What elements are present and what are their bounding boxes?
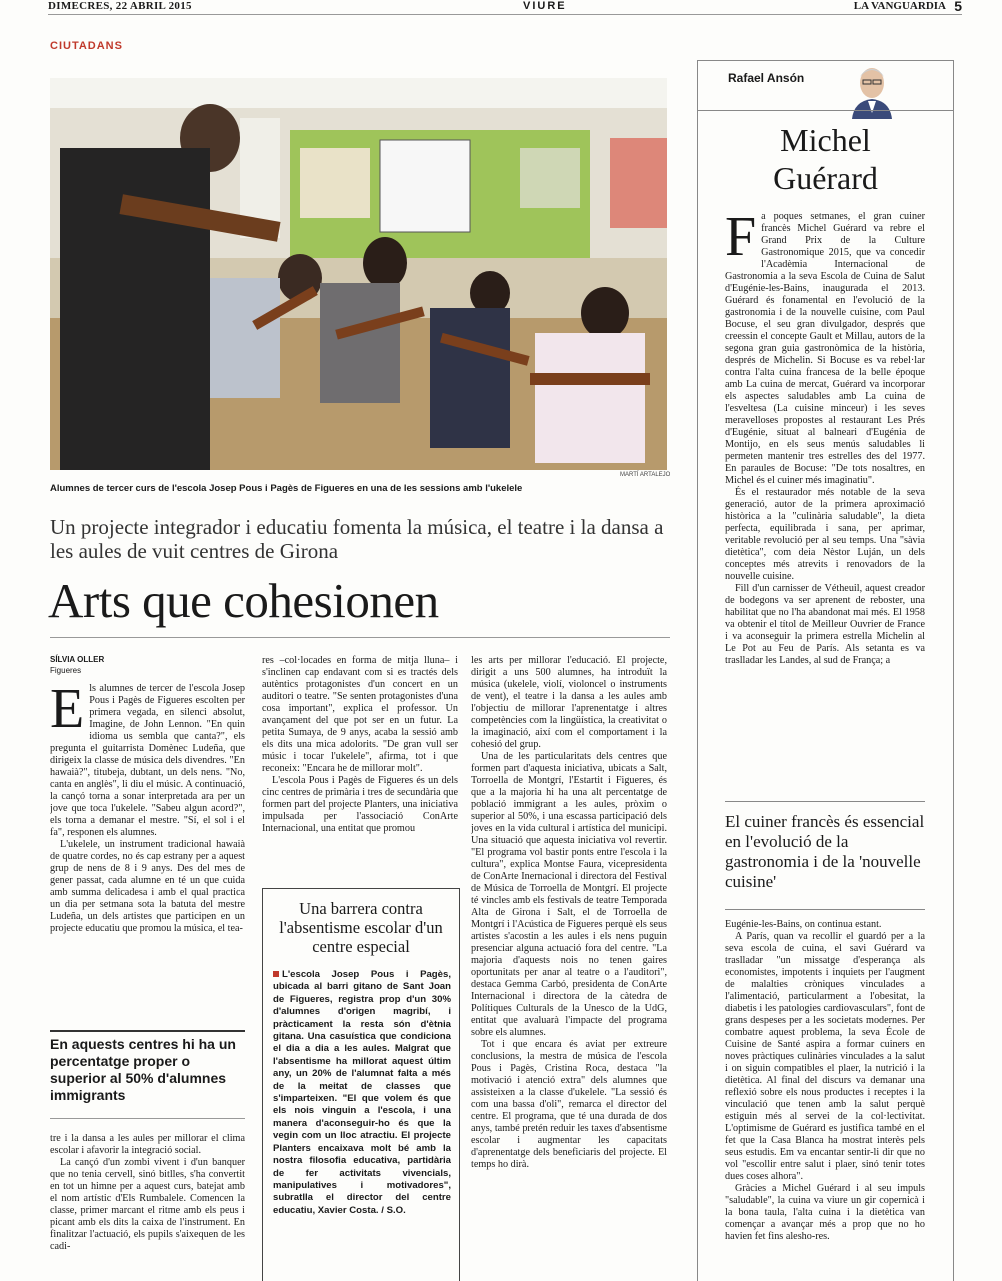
paragraph: A París, quan va recollir el guardó per a la seva escola de cuina, el savi Guérard va traslladar "un missatge d'esperança als economistes, impotents i inquiets per l'augment de malalties cròniques vinculades a l'alimentació, particularment a l'obesitat, la diabetis i les patologies cardiovasculars", font de grans despeses per a les societats modernes. Per combatre aquest problema, la seva École de Cuisine de Santé aspira a formar cuiners en noves pràctiques culinàries vinculades a la salut i on siguin compatibles el plaer, la nutrició i la dietètica. Al final del discurs va demanar una reflexió sobre els nous productes i receptes i la vinculació que tenen amb la salut perquè estiguin més al servei de la col·lectivitat. L'optimisme de Guérard es justifica també en el fet que la Casa Blanca ha mostrat interès pels seus estudis. Em va encantar sentir-li dir que no vol "escollir entre salut i plaer, sinó tenir totes dues coses alhora". bbox=[725, 931, 925, 1182]
paragraph: L'ukelele, un instrument tradicional hawaià de quatre cordes, no és cap estrany per a aquest grup de nens de 8 i 9 anys. Des del mes de gener passat, cada alumne en té un que cuida amb summa delicadesa i amb el qual practica un dia per setmana sota la batuta del mestre Ludeña, un dels artistes que participen en un projecte educatiu que promou la música, el tea- bbox=[50, 839, 245, 934]
paragraph: Eugénie-les-Bains, on continua estant. bbox=[725, 919, 882, 930]
drop-cap: F bbox=[725, 211, 757, 268]
divider bbox=[698, 110, 953, 111]
article-photo bbox=[50, 78, 667, 470]
box-body bbox=[273, 969, 451, 1217]
opinion-title bbox=[698, 121, 953, 197]
byline-author: SÍLVIA OLLER bbox=[50, 655, 105, 664]
header-paper: LA VANGUARDIA bbox=[853, 0, 946, 12]
paragraph: Gràcies a Michel Guérard i al seu impuls "saludable", la cuina va viure un gir copernicà i la bona taula, l'alta cuina i la dietètica van començar a avançar més a prop que no ho havien fet fins alesho-res. bbox=[725, 1183, 925, 1242]
opinion-text-2 bbox=[725, 919, 925, 1281]
bullet-square-icon bbox=[273, 971, 279, 977]
paragraph: ls alumnes de tercer de l'escola Josep Pous i Pagès de Figueres escolten per primera vegada, en silenci absolut, Imagine, de John Lennon. "En quin idioma us sembla que canta?", els pregunta el guitarrista Domènec Ludeña, que dirigeix la classe de música dels divendres. "En hawaià?", titubeja, dubtant, un dels nens. "No, canta en anglès", li diu el músic. A continuació, la cançó torna a sonar interpretada ara per un jove que toca l'ukelele. "Sabeu algun acord?", els torna a demanar el mestre. "Sí, el sol i el fa", responen els alumnes. bbox=[50, 683, 245, 838]
article-subheadline: Un projecte integrador i educatiu fomenta la música, el teatre i la dansa a les aules de vuit centres de Girona bbox=[50, 515, 664, 563]
classroom-photo bbox=[50, 78, 667, 470]
opinion-author: Rafael Ansón bbox=[728, 71, 805, 85]
divider bbox=[725, 909, 925, 910]
page-header bbox=[48, 0, 962, 15]
paragraph: És el restaurador més notable de la seva generació, autor de la primera aproximació històrica a la "culinària saludable", la dieta perfecta, equilibrada i sana, per aprimar, veritable revolució per al seu temps. Una "sàvia dietètica", com deia Nèstor Luján, un dels conceptes més atrevits i renovadors de la nouvelle cuisine. bbox=[725, 487, 925, 582]
opinion-title-line: Guérard bbox=[773, 160, 878, 196]
byline-place: Figueres bbox=[50, 666, 82, 675]
page-number: 5 bbox=[954, 0, 962, 14]
divider bbox=[50, 637, 670, 638]
paragraph: La cançó d'un zombi vivent i d'un banquer que no tenia cervell, sinó bitlles, s'ha convertit en tot un himne per a aquest curs, batejat amb el nom artístic d'Els Rumbalele. Comencen la classe, primer marcant el ritme amb els peus i picant amb els dits la caixa de l'instrument. En finalitzar l'actuació, els pupils s'aixequen de les cadi- bbox=[50, 1157, 245, 1252]
sidebar-box bbox=[262, 888, 460, 1281]
pull-quote: En aquests centres hi ha un percentatge proper o superior al 50% d'alumnes immigrants bbox=[50, 1030, 245, 1104]
article-column-1b bbox=[50, 1133, 245, 1280]
photo-credit: MARTÍ ARTALEJO bbox=[620, 472, 671, 478]
drop-cap: E bbox=[50, 683, 85, 740]
article-headline: Arts que cohesionen bbox=[48, 573, 439, 628]
paragraph: res –col·locades en forma de mitja lluna– i s'inclinen cap endavant com si es tractés dels autèntics protagonistes d'un concert en un auditori o teatre. "Se senten protagonistes d'una cosa important", explica el professor. Un avançament del que pot ser en un futur. La petita Sumaya, de 9 anys, acaba la sessió amb els dits una mica adolorits. "De gran vull ser músic i tocar l'ukelele", afirma, tot i que reconeix: "Encara he de millorar molt". bbox=[262, 655, 458, 774]
box-title: Una barrera contra l'absentisme escolar d'un centre especial bbox=[279, 899, 443, 956]
opinion-pull-quote: El cuiner francès és essencial en l'evolució de la gastronomia i de la 'nouvelle cuisine' bbox=[725, 801, 925, 892]
section-label: CIUTADANS bbox=[50, 40, 123, 52]
opinion-title-line: Michel bbox=[780, 122, 871, 158]
paragraph: a poques setmanes, el gran cuiner francès Michel Guérard va rebre el Grand Prix de la Culture Gastronomique 2015, que va concedir l'Acadèmia Internacional de Gastronomia a la seva Escola de Cuina de Salut d'Eugénie-les-Bains, inaugurada el 2013. Guérard és fonamental en l'evolució de la gastronomia i de la nouvelle cuisine, com Paul Bocuse, el seu gran divulgador, després que creessin el concepte Gault et Millau, autors de la segona gran guia gastronòmica de la història, després de Michelin. Si Bocuse es va rebel·lar contra l'alta cuina francesa de la belle époque amb La cuina de mercat, Guérard va incorporar els aspectes saludables amb La cuina de l'esveltesa (La cuisine minceur) i les seves meravelloses propostes al restaurant Les Prés d'Eugénie, situat al balneari d'Eugénia de Montijo, en els seus menús saludables li permeten mantenir tres estrelles des del 1977. En paraules de Bocuse: "De tots nosaltres, en Michel és el cuiner més imaginatiu". bbox=[725, 211, 925, 486]
paragraph: tre i la dansa a les aules per millorar el clima escolar i afavorir la integració social. bbox=[50, 1133, 245, 1156]
paragraph: Una de les particularitats dels centres que formen part d'aquesta iniciativa, ubicats a Salt, Torroella de Montgrí, l'Estartit i Figueres, és que a la majoria hi ha una alt percentatge de població immigrant a les aules, pròxim o superior al 50%, i una escassa participació dels joves en la vida cultural i artística del municipi. Una situació que aquesta iniciativa vol revertir. "El programa vol bastir ponts entre l'escola i la cultura", explica Montse Faura, vicepresidenta de ConArte Inernacional i directora del Festival de Música de Torroella de Montgrí. El projecte té vincles amb els festivals de teatre Temporada Alta de Girona i Salt, el de Torroella de Montgrí i l'Acústica de Figueres perquè els seus artistes s'acostin a les aules i els nens puguin presenciar alguna actuació fora del centre. "La majoria d'aquests nois no tenen gaires oportunitats per anar al teatre o a l'auditori", destaca Gemma Carbó, presidenta de ConArte Internacional i directora de la càtedra de Polítiques Culturals de la Unesco de la UdG, entitat que avaluarà l'impacte del programa sobre els alumnes. bbox=[471, 751, 667, 1038]
article-column-3 bbox=[471, 655, 667, 1280]
article-column-1 bbox=[50, 683, 245, 1020]
paragraph: Fill d'un carnisser de Vétheuil, aquest creador de bodegons va ser aprenent de reboster, una habilitat que no l'ha abandonat mai més. El 1958 va obtenir el títol de Meilleur Ouvrier de France i va aconseguir la primera estrella Michelin al Le Pot au Feu de París. Als setanta es va traslladar les Landes, al sud de França; a bbox=[725, 583, 925, 666]
photo-caption: Alumnes de tercer curs de l'escola Josep Pous i Pagès de Figueres en una de les sessions amb l'ukelele bbox=[50, 483, 523, 494]
paragraph: L'escola Pous i Pagès de Figueres és un dels cinc centres de primària i tres de secundària que formen part del projecte Planters, una iniciativa impulsada per l'associació ConArte Internacional, una entitat que promou bbox=[262, 775, 458, 834]
opinion-column bbox=[697, 60, 954, 1281]
divider bbox=[50, 1118, 245, 1119]
paragraph: Tot i que encara és aviat per extreure conclusions, la mestra de música de l'escola Pous i Pagès, Cristina Roca, destaca "la motivació i atenció extra" dels alumnes que assisteixen a la classe d'ukelele. "La sessió és com una bassa d'oli", remarca el director del centre. El programa, que té una durada de dos anys, també pretén reduir les taxes d'absentisme escolar i augmentar les capacitats d'aprenentatge dels beneficiaris del projecte. El temps ho dirà. bbox=[471, 1039, 667, 1170]
opinion-text-1 bbox=[725, 211, 925, 794]
box-text: L'escola Josep Pous i Pagès, ubicada al barri gitano de Sant Joan de Figueres, registra prop d'un 30% d'alumnes d'origen magribí, i pràcticament la resta són d'ètnia gitana. Una casuística que condiciona el dia a dia a les aules. Malgrat que l'absentisme ha millorat aquest últim any, un 20% de l'alumnat falta a més de la meitat de classes que s'imparteixen. "El que volem és que els nois vinguin a l'escola, i una manera d'aconseguir-ho és que la vegin com un lloc atractiu. El projecte Planters encaixava molt bé amb la nostra filosofia educativa, partidària de fer activitats vivencials, manipulatives i motivadores", subratlla el director del centre educatiu, Xavier Costa. / S.O. bbox=[273, 969, 451, 1216]
header-section: VIURE bbox=[523, 0, 567, 12]
article-column-2 bbox=[262, 655, 458, 877]
header-date: DIMECRES, 22 ABRIL 2015 bbox=[48, 0, 192, 12]
paragraph: les arts per millorar l'educació. El projecte, dirigit a uns 500 alumnes, ha introduït la música (ukelele, violí, violoncel o instruments de vent), el teatre i la dansa a les aules amb l'objectiu de millorar l'aprenentatge i altres competències com la lingüística, la creativitat o la imaginació, així com el comportament i la cohesió del grup. bbox=[471, 655, 667, 750]
